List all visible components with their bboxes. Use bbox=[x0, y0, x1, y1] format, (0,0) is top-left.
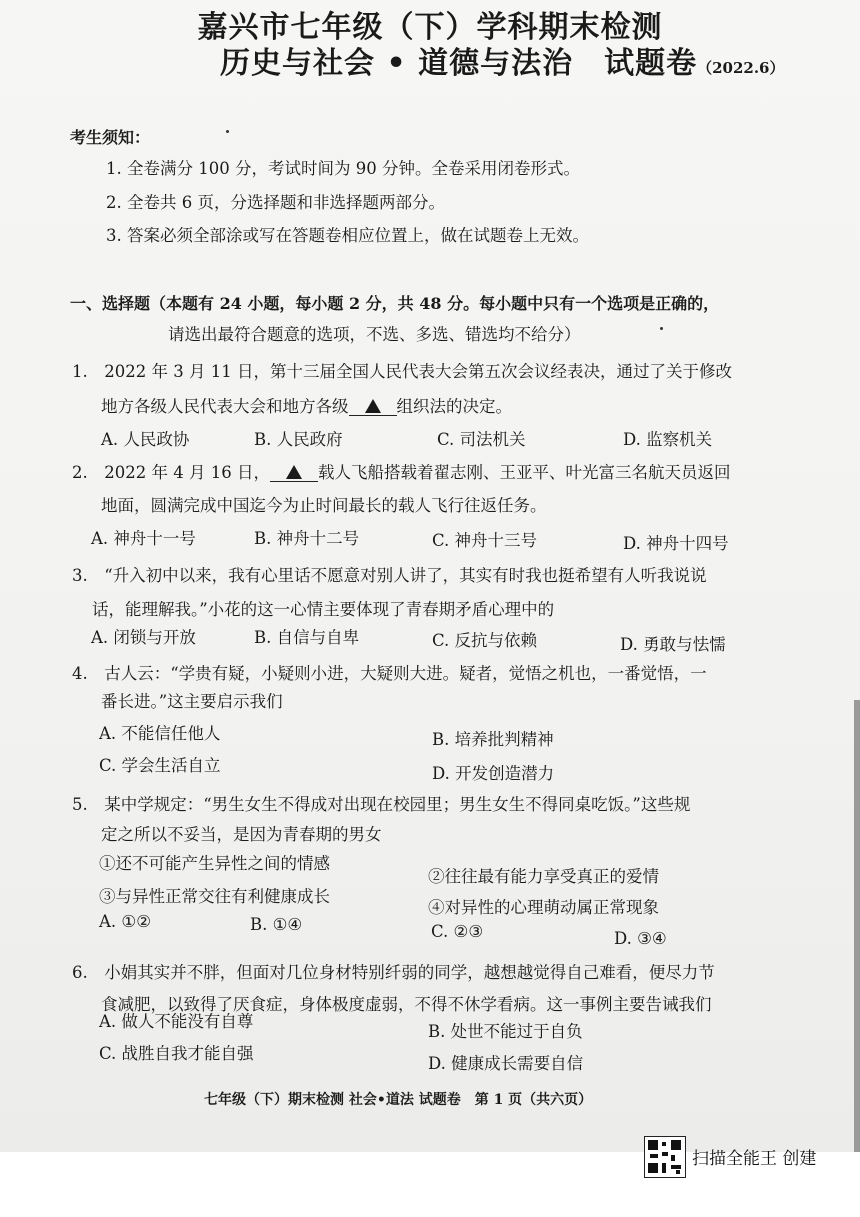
question-1-stem-end: 组织法的决定。 bbox=[396, 397, 512, 416]
question-3-line2: 话，能理解我。”小花的这一心情主要体现了青春期矛盾心理中的 bbox=[92, 600, 555, 619]
option-b: B. 神舟十二号 bbox=[254, 529, 360, 548]
answer-blank bbox=[349, 399, 397, 416]
page-footer: 七年级（下）期末检测 社会•道法 试题卷 第 1 页（共六页） bbox=[204, 1092, 593, 1108]
option-c: C. 司法机关 bbox=[437, 430, 526, 449]
option-a: A. ①② bbox=[99, 912, 151, 931]
option-d: D. 监察机关 bbox=[623, 430, 713, 449]
option-c: C. 反抗与依赖 bbox=[432, 631, 538, 650]
question-6-line2: 食减肥，以致得了厌食症，身体极度虚弱，不得不休学看病。这一事例主要告诫我们 bbox=[101, 995, 712, 1014]
option-c: C. 战胜自我才能自强 bbox=[99, 1044, 254, 1063]
section-heading: 一、选择题（本题有 24 小题，每小题 2 分，共 48 分。每小题中只有一个选项是正确的， bbox=[70, 294, 720, 313]
question-5-line2: 定之所以不妥当，是因为青春期的男女 bbox=[101, 825, 382, 844]
question-6-line1: 6. 小娟其实并不胖，但面对几位身材特别纤弱的同学，越想越觉得自己难看，便尽力节 bbox=[72, 963, 715, 982]
question-4-line2: 番长进。”这主要启示我们 bbox=[101, 692, 283, 711]
scan-speck bbox=[226, 130, 229, 133]
notice-item: 1. 全卷满分 100 分，考试时间为 90 分钟。全卷采用闭卷形式。 bbox=[106, 159, 580, 178]
notice-heading: 考生须知： bbox=[70, 128, 151, 147]
notice-item: 2. 全卷共 6 页，分选择题和非选择题两部分。 bbox=[106, 193, 445, 212]
option-c: C. ②③ bbox=[431, 922, 484, 941]
exam-title: 嘉兴市七年级（下）学科期末检测 bbox=[197, 10, 663, 45]
option-a: A. 不能信任他人 bbox=[99, 724, 221, 743]
option-a: A. 做人不能没有自尊 bbox=[99, 1012, 254, 1031]
option-c: C. 神舟十三号 bbox=[432, 531, 538, 550]
scanner-watermark: 扫描全能王 创建 bbox=[692, 1149, 817, 1169]
option-b: B. 自信与自卑 bbox=[254, 628, 360, 647]
triangle-icon bbox=[365, 399, 381, 413]
notice-item: 3. 答案必须全部涂或写在答题卷相应位置上，做在试题卷上无效。 bbox=[106, 226, 589, 245]
scan-speck bbox=[660, 327, 663, 330]
option-d: D. 健康成长需要自信 bbox=[428, 1054, 584, 1073]
option-d: D. 开发创造潜力 bbox=[432, 764, 555, 783]
option-b: B. 处世不能过于自负 bbox=[428, 1022, 583, 1041]
answer-blank bbox=[270, 465, 318, 482]
question-2-stem: 2. 2022 年 4 月 16 日， bbox=[72, 463, 270, 482]
option-a: A. 神舟十一号 bbox=[91, 529, 196, 548]
statement-1: ①还不可能产生异性之间的情感 bbox=[99, 854, 330, 873]
option-a: A. 闭锁与开放 bbox=[91, 628, 196, 647]
question-1-line1: 1. 2022 年 3 月 11 日，第十三届全国人民代表大会第五次会议经表决，通过了关于修改 bbox=[72, 362, 732, 381]
question-1-line2 bbox=[101, 393, 512, 417]
option-a: A. 人民政协 bbox=[101, 430, 190, 449]
page-edge-shadow bbox=[854, 700, 860, 1152]
question-3-line1: 3. “升入初中以来，我有心里话不愿意对别人讲了，其实有时我也挺希望有人听我说说 bbox=[72, 566, 707, 585]
question-1-stem: 地方各级人民代表大会和地方各级 bbox=[101, 397, 349, 416]
exam-date: （2022.6） bbox=[697, 59, 785, 77]
statement-3: ③与异性正常交往有利健康成长 bbox=[99, 887, 330, 906]
option-d: D. 神舟十四号 bbox=[623, 534, 729, 553]
statement-4: ④对异性的心理萌动属正常现象 bbox=[428, 898, 659, 917]
exam-subtitle bbox=[220, 38, 860, 82]
subtitle-text: 历史与社会 • 道德与法治 试题卷 bbox=[220, 46, 698, 81]
question-5-line1: 5. 某中学规定：“男生女生不得成对出现在校园里；男生女生不得同桌吃饭。”这些规 bbox=[72, 795, 691, 814]
triangle-icon bbox=[286, 465, 302, 479]
question-4-line1: 4. 古人云：“学贵有疑，小疑则小进，大疑则大进。疑者，觉悟之机也，一番觉悟，一 bbox=[72, 664, 707, 683]
statement-2: ②往往最有能力享受真正的爱情 bbox=[428, 867, 659, 886]
option-b: B. 培养批判精神 bbox=[432, 730, 554, 749]
question-2-stem-end: 载人飞船搭载着翟志刚、王亚平、叶光富三名航天员返回 bbox=[317, 463, 731, 482]
question-2-line2: 地面，圆满完成中国迄今为止时间最长的载人飞行往返任务。 bbox=[101, 496, 547, 515]
option-d: D. ③④ bbox=[614, 929, 667, 948]
option-b: B. 人民政府 bbox=[254, 430, 343, 449]
section-heading-cont: 请选出最符合题意的选项，不选、多选、错选均不给分） bbox=[168, 325, 581, 344]
qr-code-icon bbox=[644, 1136, 686, 1178]
option-c: C. 学会生活自立 bbox=[99, 756, 221, 775]
option-d: D. 勇敢与怯懦 bbox=[620, 635, 726, 654]
option-b: B. ①④ bbox=[250, 915, 303, 934]
question-2-line1 bbox=[72, 459, 730, 483]
